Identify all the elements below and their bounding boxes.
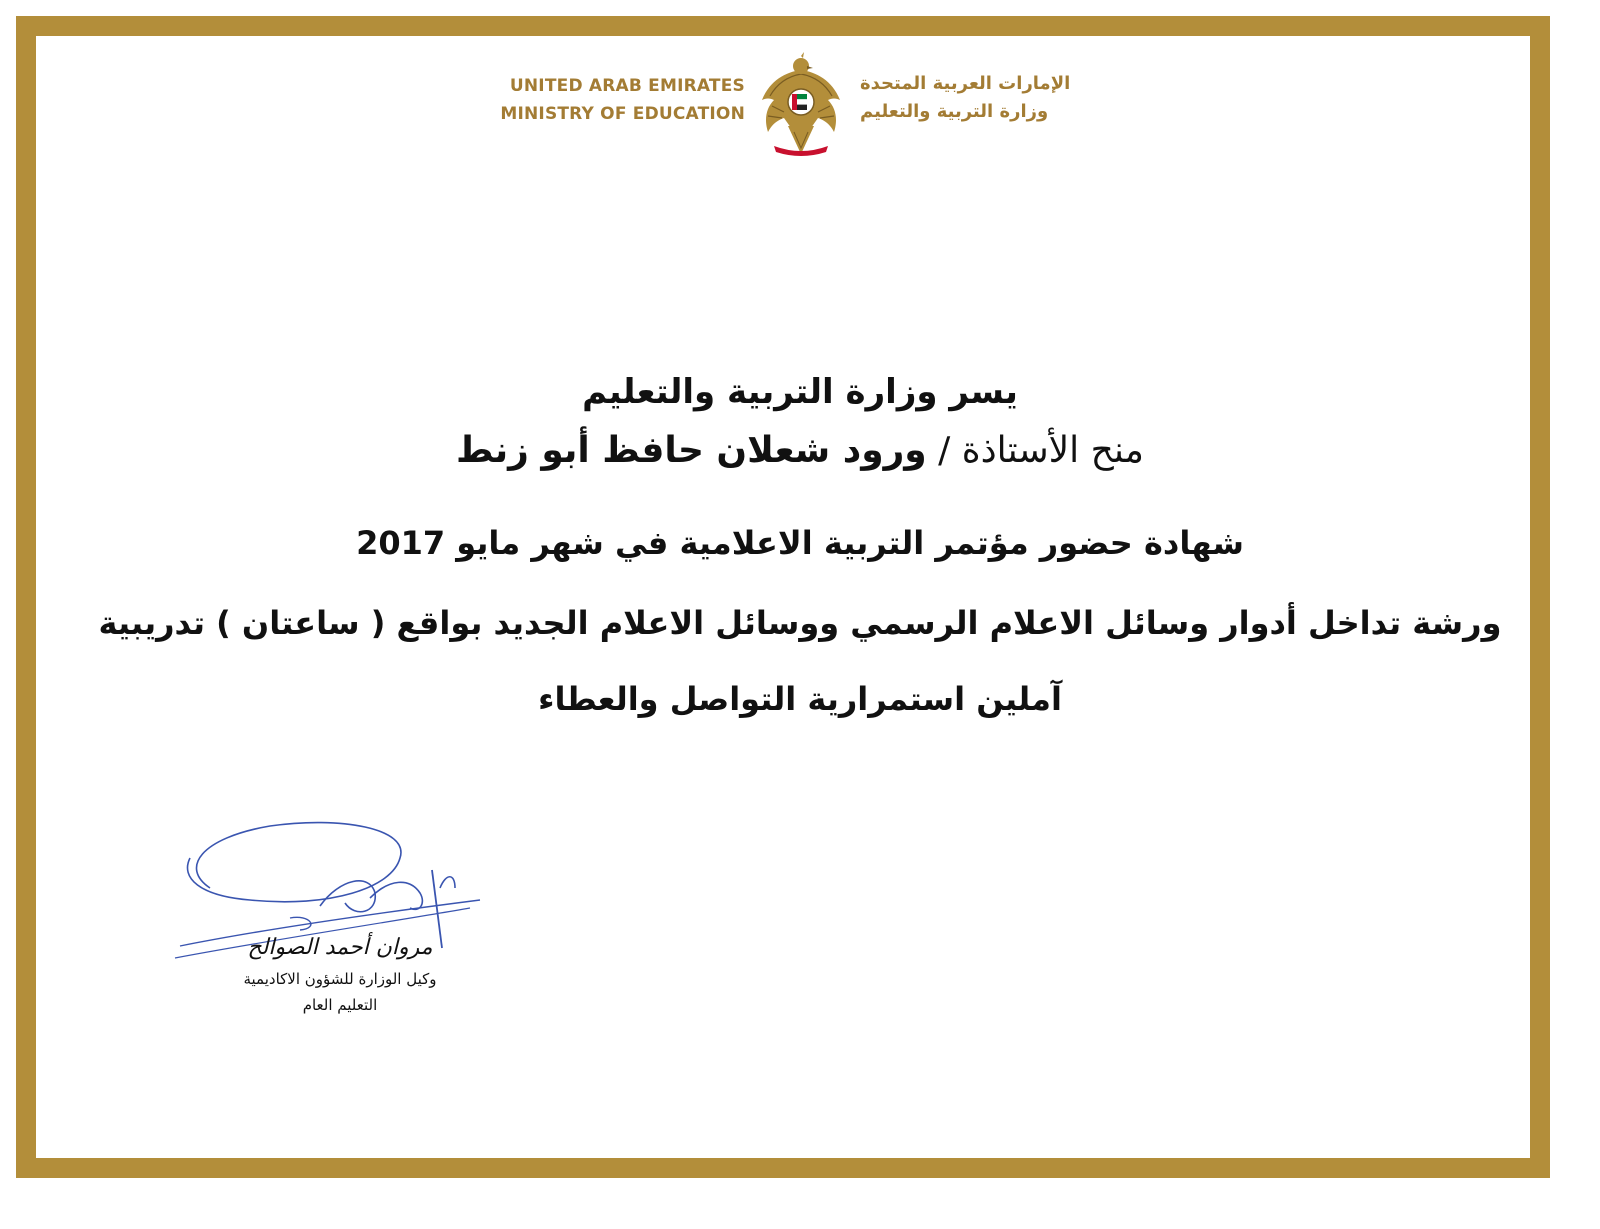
signatory-block — [190, 935, 490, 1014]
workshop-description: ورشة تداخل أدوار وسائل الاعلام الرسمي ووسائل الاعلام الجديد بواقع ( ساعتان ) تدريبية — [98, 604, 1502, 642]
country-name-en: UNITED ARAB EMIRATES — [509, 76, 745, 96]
closing-wish: آملين استمرارية التواصل والعطاء — [538, 680, 1062, 718]
signatory-title: وكيل الوزارة للشؤون الاكاديمية — [243, 970, 437, 988]
ministry-name-english — [480, 72, 745, 128]
ministry-name-en: MINISTRY OF EDUCATION — [500, 104, 745, 124]
intro-line: يسر وزارة التربية والتعليم — [582, 372, 1018, 412]
recipient-line — [90, 430, 1510, 471]
recipient-name: ورود شعلان حافظ أبو زنط — [456, 430, 927, 471]
header — [0, 50, 1600, 160]
signatory-department: التعليم العام — [302, 996, 378, 1014]
certificate-purpose: شهادة حضور مؤتمر التربية الاعلامية في شهر مايو 2017 — [356, 524, 1244, 562]
signatory-name: مروان أحمد الصوالح — [247, 935, 433, 960]
country-name-ar: الإمارات العربية المتحدة — [860, 73, 1071, 94]
ministry-name-ar: وزارة التربية والتعليم — [860, 101, 1049, 122]
uae-emblem-icon — [756, 50, 846, 160]
recipient-prefix: منح الأستاذة / — [938, 430, 1144, 471]
ministry-name-arabic — [860, 70, 1100, 126]
